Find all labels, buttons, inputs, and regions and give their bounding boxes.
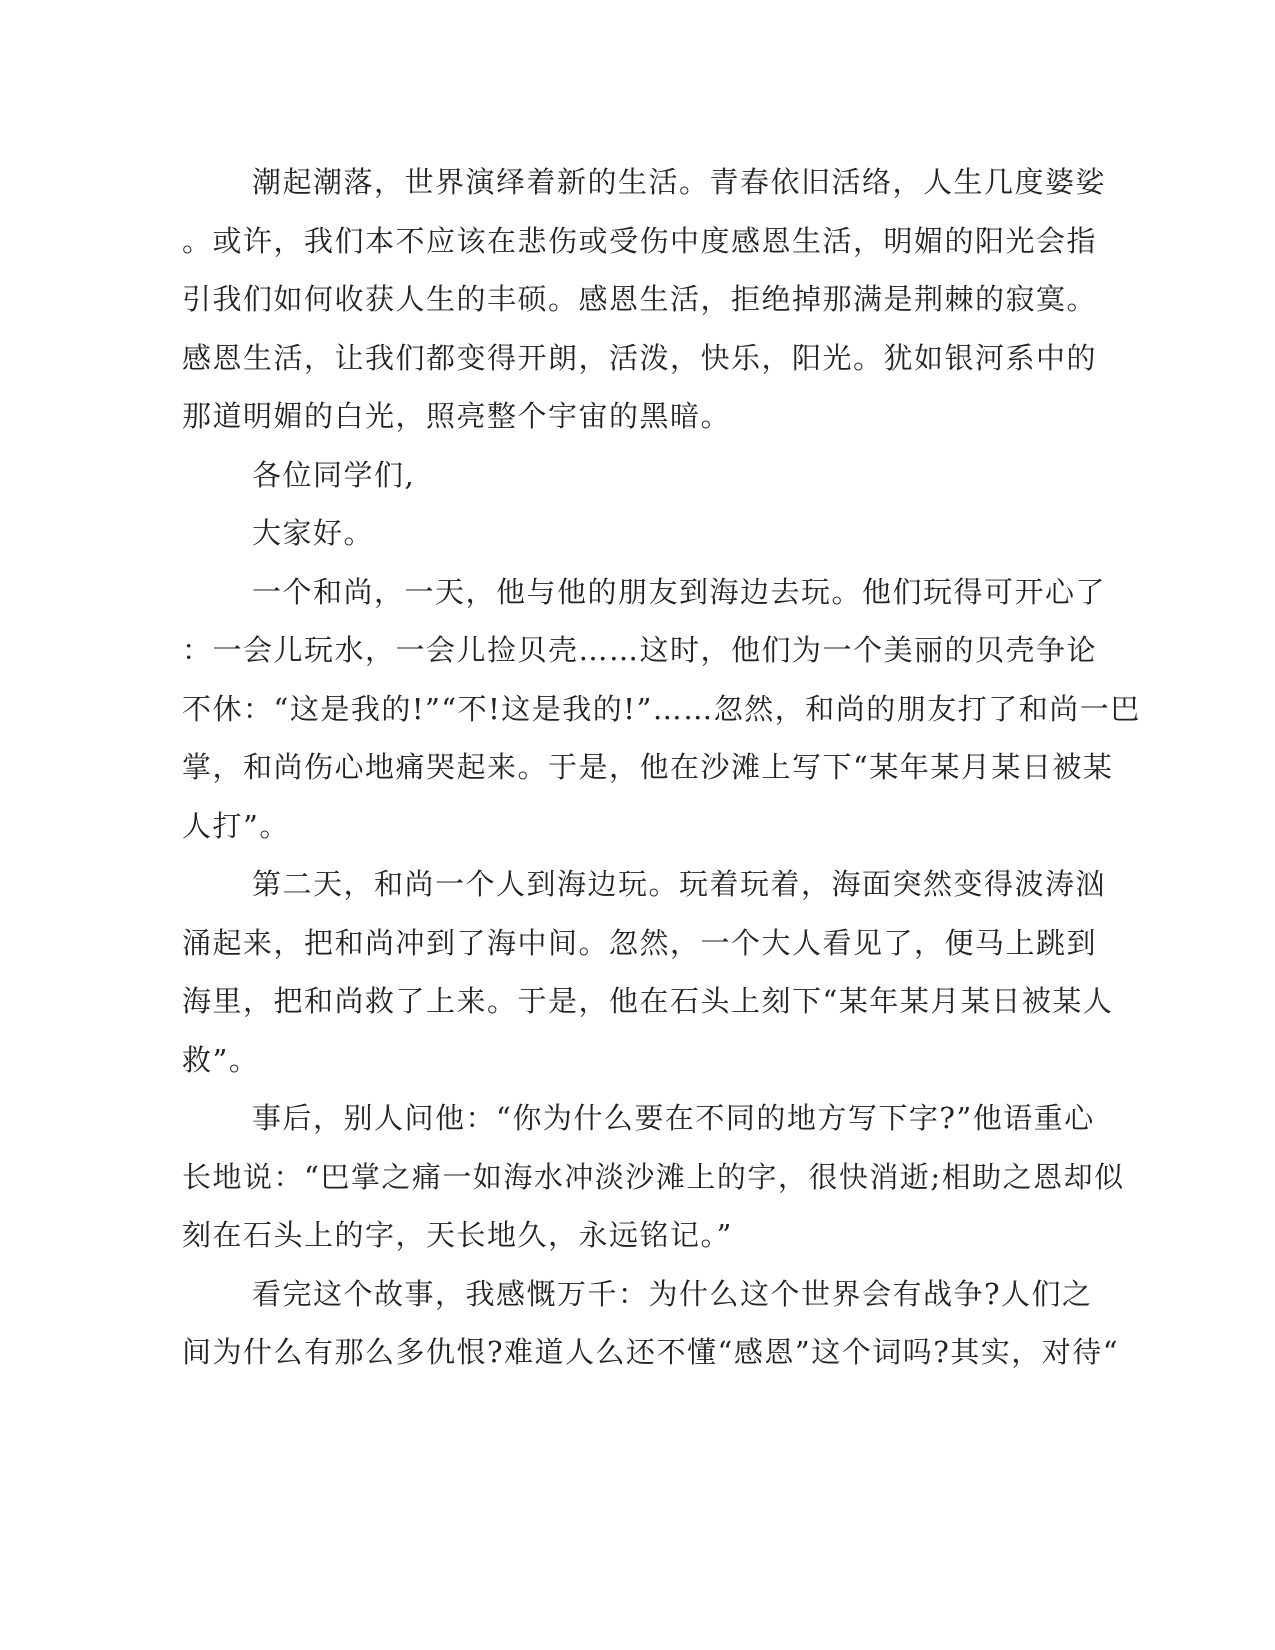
text-line: 人打”。: [182, 809, 290, 843]
text-line: 潮起潮落，世界演绎着新的生活。青春依旧活络，人生几度婆娑: [252, 165, 1107, 199]
text-line: 第二天，和尚一个人到海边玩。玩着玩着，海面突然变得波涛汹: [252, 867, 1107, 901]
text-line: 救”。: [182, 1043, 260, 1077]
text-line: 。或许，我们本不应该在悲伤或受伤中度感恩生活，明媚的阳光会指: [182, 224, 1098, 258]
text-line: 一个和尚，一天，他与他的朋友到海边去玩。他们玩得可开心了: [252, 575, 1107, 609]
text-line: 间为什么有那么多仇恨?难道人么还不懂“感恩”这个词吗?其实，对待“: [182, 1335, 1120, 1369]
text-line: 海里，把和尚救了上来。于是，他在石头上刻下“某年某月某日被某人: [182, 984, 1114, 1018]
text-line: 长地说：“巴掌之痛一如海水冲淡沙滩上的字，很快消逝;相助之恩却似: [182, 1160, 1125, 1194]
text-line: 引我们如何收获人生的丰硕。感恩生活，拒绝掉那满是荆棘的寂寞。: [182, 282, 1098, 316]
text-line: 感恩生活，让我们都变得开朗，活泼，快乐，阳光。犹如银河系中的: [182, 341, 1098, 375]
text-line: 看完这个故事，我感慨万千：为什么这个世界会有战争?人们之: [252, 1277, 1093, 1311]
text-line: 掌，和尚伤心地痛哭起来。于是，他在沙滩上写下“某年某月某日被某: [182, 750, 1114, 784]
text-line: 不休：“这是我的!”“不!这是我的!”……忽然，和尚的朋友打了和尚一巴: [182, 692, 1141, 726]
text-line: 那道明媚的白光，照亮整个宇宙的黑暗。: [182, 399, 732, 433]
text-line: 事后，别人问他：“你为什么要在不同的地方写下字?”他语重心: [252, 1101, 1095, 1135]
text-line: ：一会儿玩水，一会儿捡贝壳……这时，他们为一个美丽的贝壳争论: [182, 633, 1098, 667]
greeting-line: 大家好。: [252, 516, 375, 550]
salutation-line: 各位同学们,: [252, 458, 416, 492]
text-line: 刻在石头上的字，天长地久，永远铭记。”: [182, 1218, 733, 1252]
text-line: 涌起来，把和尚冲到了海中间。忽然，一个大人看见了，便马上跳到: [182, 926, 1098, 960]
